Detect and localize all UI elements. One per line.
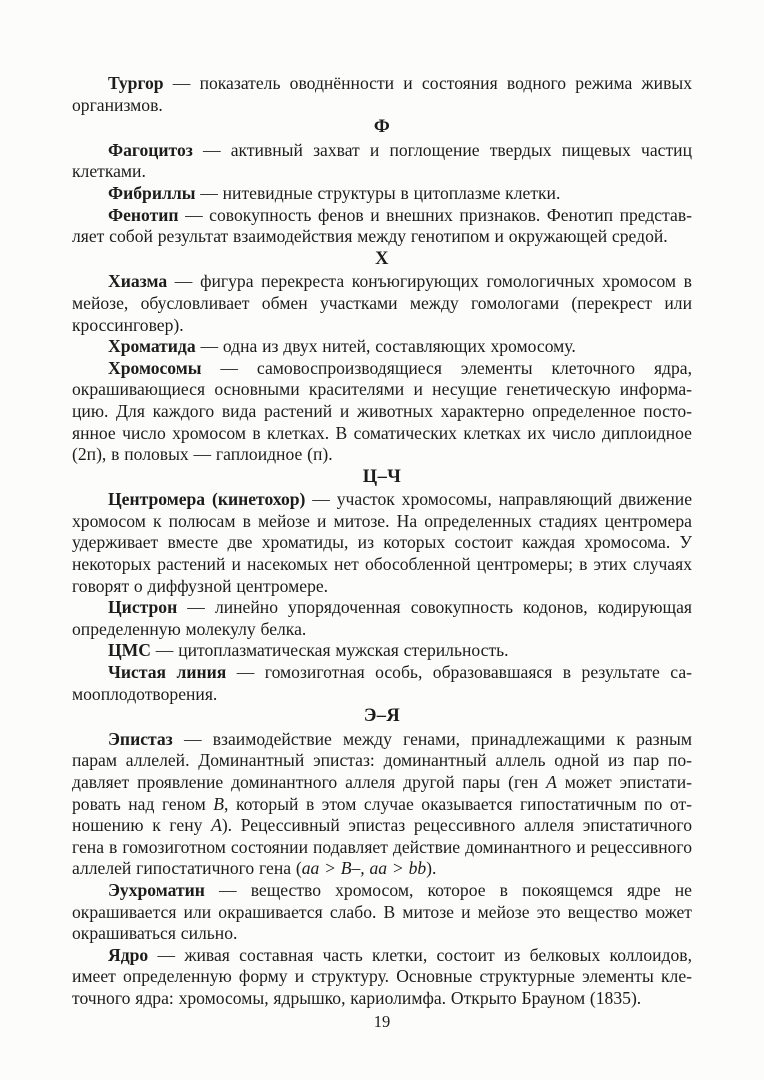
entry-tsentromera [72,489,692,597]
entry-fibrilly [72,183,692,205]
entry-khromosomy [72,358,692,466]
term-yadro: Ядро [108,944,149,965]
definition-fibrilly: — нитевидные структуры в цитоплазме клетки. [195,182,561,203]
genotype-formula-italic: aa > B–, aa > bb [301,858,427,879]
definition-yadro: — живая составная часть клетки, состоит из белковых коллоидов, имеет определенную форму и структуру. Основные структурные элементы клеточного ядра: хромосомы, ядрышко, кариолимфа. Открыто Брауном (1835). [72,944,692,1008]
term-tsms: ЦМС [108,640,151,661]
entry-tsistron [72,597,692,640]
gene-symbol-italic: B [213,793,225,814]
term-tsentromera: Центромера (кинетохор) [108,489,306,510]
definition-epistaz-part: ). [426,858,437,879]
entry-yadro [72,945,692,1010]
gene-symbol-italic: A [211,815,222,836]
entry-tsms [72,640,692,662]
entry-epistaz [72,729,692,880]
entry-khiazma [72,271,692,336]
entry-fagotsitoz [72,140,692,183]
definition-fagotsitoz: — активный захват и поглощение твердых пищевых частиц клетками. [72,139,692,182]
definition-turgor: — показатель оводнённости и состояния водного режима живых организмов. [72,73,692,115]
definition-fenotip: — совокупность фенов и внешних признаков. Фенотип представляет собой результат взаимодействия между генотипом и окружающей средой. [72,204,692,247]
term-tsistron: Цистрон [108,597,178,618]
definition-epistaz-part: — взаимодействие между генами, принадлежащими к разным парам аллелей. Доминантный эпистаз: доминантный аллель одной из пар подавляет проявление доминантного аллеля другой пары (ген [72,728,692,792]
glossary-content [72,73,692,1032]
term-eukhromatin: Эухроматин [108,879,205,900]
definition-epistaz-part: ). Рецессивный эпистаз рецессивного аллеля эпистатичного гена в гомозиготном состоянии подавляет действие доминантного и рецессивного аллелей гипостатичного гена ( [72,815,692,879]
definition-tsms: — цитоплазматическая мужская стерильность. [151,640,509,661]
definition-tsentromera: — участок хромосомы, направляющий движение хромосом к полюсам в мейозе и митозе. На определенных стадиях центромера удерживает вместе две хроматиды, из которых состоит каждая хромосома. У некоторых растений и насекомых нет обособленной центромеры; в этих случаях говорят о диффузной центромере. [72,489,692,596]
entry-khromatida [72,336,692,358]
term-khromatida: Хроматида [108,336,196,357]
term-epistaz: Эпистаз [108,728,173,749]
definition-epistaz-part: , который в этом случае оказывается гипостатичным по отношению к гену [72,793,692,836]
section-heading-e-ya: Э–Я [363,706,401,727]
definition-chistaya-liniya: — гомозиготная особь, образовавшаяся в результате самооплодотворения. [72,662,692,704]
definition-epistaz-part: может эпистатировать над геном [72,772,693,814]
gene-symbol-italic: A [546,772,557,792]
entry-eukhromatin [72,880,692,945]
definition-eukhromatin: — вещество хромосом, которое в покоящемся ядре не окрашивается или окрашивается слабо. В митозе и мейозе это вещество может окрашиваться сильно. [72,879,692,944]
section-heading-ts-ch: Ц–Ч [362,466,402,487]
term-khromosomy: Хромосомы [108,357,202,378]
term-fibrilly: Фибриллы [108,182,196,203]
term-turgor: Тургор [108,73,164,93]
section-heading-f: Ф [373,117,391,138]
term-fenotip: Фенотип [108,204,179,225]
entry-fenotip [72,205,692,248]
term-chistaya-liniya: Чистая линия [108,662,227,683]
definition-khromatida: — одна из двух нитей, составляющих хромосому. [195,336,576,357]
entry-turgor [72,73,692,116]
definition-tsistron: — линейно упорядоченная совокупность кодонов, кодирующая определенную молекулу белка. [72,597,692,639]
term-fagotsitoz: Фагоцитоз [108,139,193,160]
page-number: 19 [373,1011,391,1031]
definition-khiazma: — фигура перекреста конъюгирующих гомологичных хромосом в мейозе, обусловливает обмен участками между гомологами (перекрест или кроссинговер). [72,271,692,335]
term-khiazma: Хиазма [108,271,168,292]
definition-khromosomy: — самовоспроизводящиеся элементы клеточного ядра, окрашивающиеся основными красителями и несущие генетическую информацию. Для каждого вида растений и животных характерно определенное постоянное число хромосом в клетках. В соматических клетках их число диплоидное (2п), в половых — гаплоидное (п). [72,357,692,465]
section-heading-kh: Х [375,248,389,269]
entry-chistaya-liniya [72,662,692,705]
